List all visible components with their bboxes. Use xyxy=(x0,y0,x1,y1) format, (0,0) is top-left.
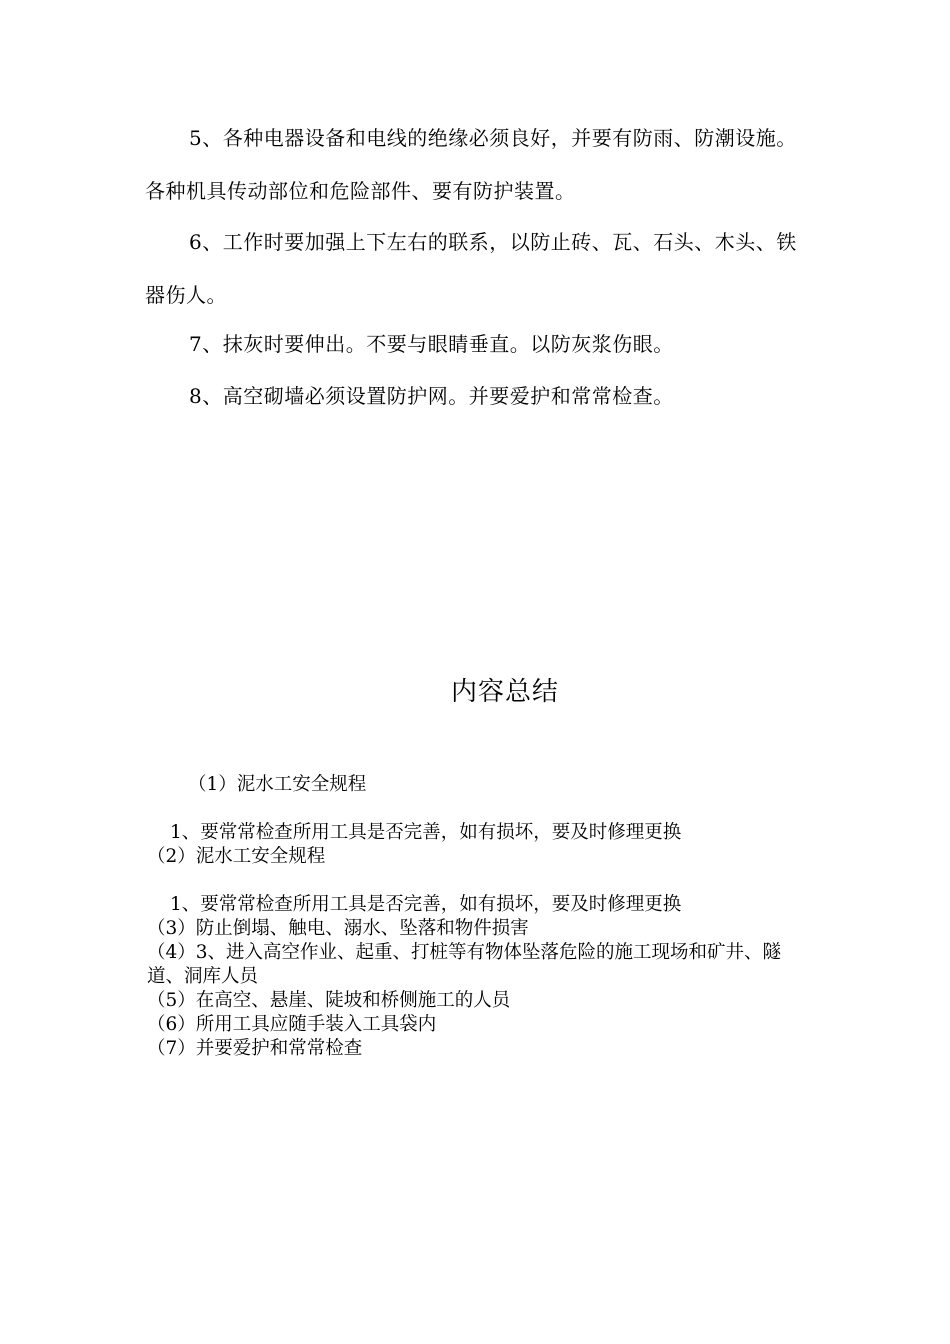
summary-item: （5）在高空、悬崖、陡坡和桥侧施工的人员 xyxy=(147,990,511,1011)
paragraph-7: 7、抹灰时要伸出。不要与眼睛垂直。以防灰浆伤眼。 xyxy=(189,332,674,356)
paragraph-5: 5、各种电器设备和电线的绝缘必须良好，并要有防雨、防潮设施。各种机具传动部位和危险部件、要有防护装置。 xyxy=(145,126,797,203)
summary-item: 1、要常常检查所用工具是否完善，如有损坏，要及时修理更换 xyxy=(170,894,682,915)
paragraph-6: 6、工作时要加强上下左右的联系，以防止砖、瓦、石头、木头、铁器伤人。 xyxy=(145,230,797,307)
summary-title: 内容总结 xyxy=(450,677,559,707)
summary-item: （7）并要爱护和常常检查 xyxy=(147,1038,363,1059)
summary-item: （1）泥水工安全规程 xyxy=(188,774,367,795)
paragraph-8: 8、高空砌墙必须设置防护网。并要爱护和常常检查。 xyxy=(189,384,674,408)
summary-item: （6）所用工具应随手装入工具袋内 xyxy=(147,1014,437,1035)
summary-item: （2）泥水工安全规程 xyxy=(147,846,326,867)
summary-item: （3）防止倒塌、触电、溺水、坠落和物件损害 xyxy=(147,918,529,939)
summary-item: 1、要常常检查所用工具是否完善，如有损坏，要及时修理更换 xyxy=(170,822,682,843)
summary-item: （4）3、进入高空作业、起重、打桩等有物体坠落危险的施工现场和矿井、隧道、洞库人员 xyxy=(147,942,782,987)
